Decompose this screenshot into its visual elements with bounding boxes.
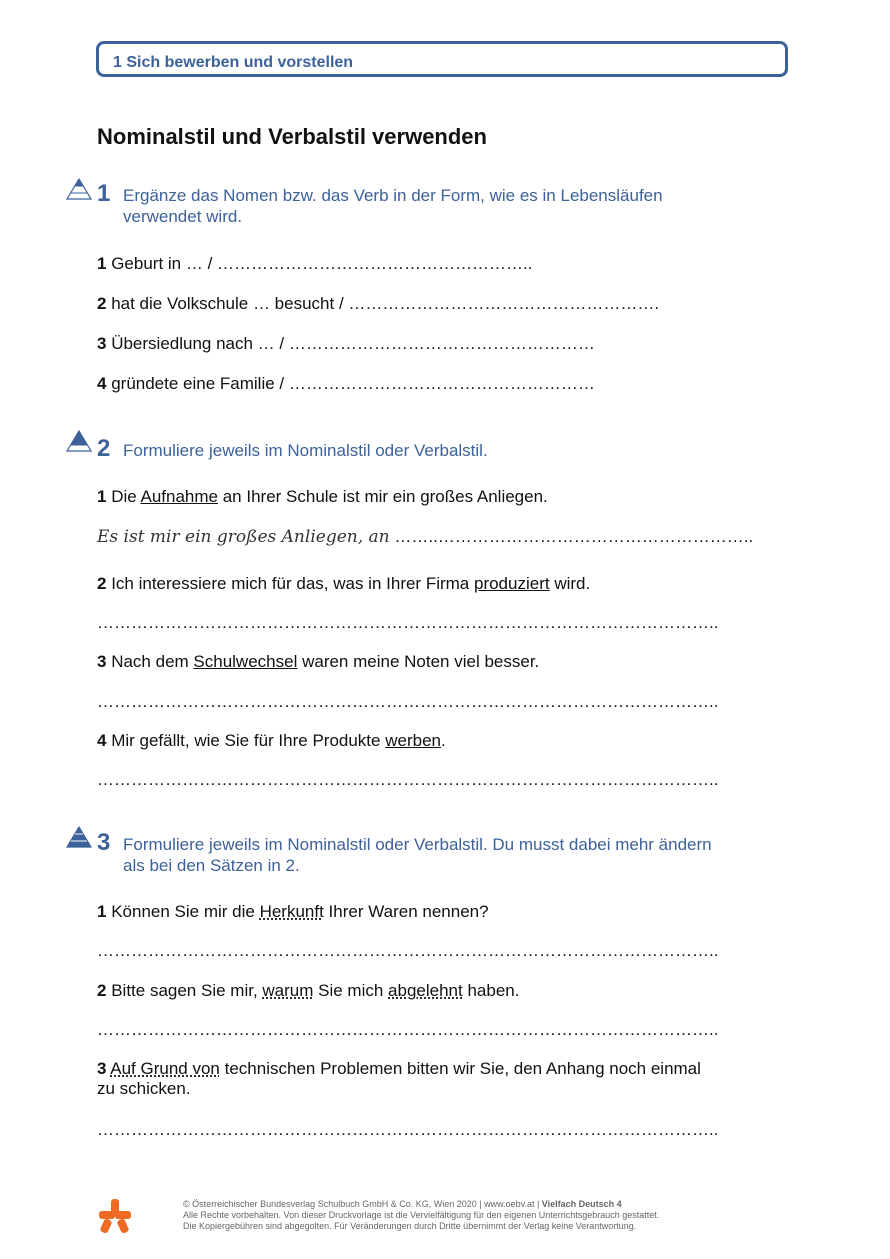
publisher-logo-icon <box>97 1197 133 1240</box>
exercise-number: 3 <box>97 829 111 856</box>
chapter-header-box <box>96 41 788 77</box>
exercise-item: 3 Auf Grund von technischen Problemen bitten wir Sie, den Anhang noch einmal <box>97 1059 701 1078</box>
answer-line[interactable]: ……………………………………………………………………………………………….. <box>97 1020 719 1039</box>
exercise-item: 2 Bitte sagen Sie mir, warum Sie mich abgelehnt haben. <box>97 981 520 1000</box>
exercise-item: 1 Können Sie mir die Herkunft Ihrer Waren nennen? <box>97 902 489 921</box>
page-title: Nominalstil und Verbalstil verwenden <box>97 124 487 149</box>
exercise-instruction: Formuliere jeweils im Nominalstil oder Verbalstil. <box>123 441 488 460</box>
exercise-instruction: Ergänze das Nomen bzw. das Verb in der Form, wie es in Lebensläufen verwendet wird. <box>123 186 663 226</box>
exercise-item: 3 Übersiedlung nach … / ……………………………………………… <box>97 334 595 353</box>
answer-line[interactable]: ……………………………………………………………………………………………….. <box>97 1120 719 1139</box>
example-answer: Es ist mir ein großes Anliegen, an ……..……………………………………………….. <box>97 527 754 547</box>
exercise-number: 2 <box>97 435 111 462</box>
exercise-item: 2 Ich interessiere mich für das, was in Ihrer Firma produziert wird. <box>97 574 591 593</box>
difficulty-level-2-icon <box>66 430 92 457</box>
chapter-header: 1 Sich bewerben und vorstellen <box>113 54 354 71</box>
exercise-item: 2 hat die Volkschule … besucht / ………………………………………………. <box>97 294 660 313</box>
exercise-item-continuation: zu schicken. <box>97 1079 191 1098</box>
exercise-number: 1 <box>97 180 111 207</box>
exercise-item: 1 Geburt in … / ……………………………………………….. <box>97 254 533 273</box>
footer-copyright: © Österreichischer Bundesverlag Schulbuch GmbH & Co. KG, Wien 2020 | www.oebv.at | Vielfach Deutsch 4 Alle Rechte vorbehalten. Von dieser Druckvorlage ist die Vervielfältigung für den eigenen Unterrichtsgebrauch gestattet. Die Kopiergebühren sind abgegolten. Für Veränderungen durch Dritte übernimmt der Verlag keine Verantwortung. <box>183 1199 660 1231</box>
exercise-instruction: Formuliere jeweils im Nominalstil oder Verbalstil. Du musst dabei mehr ändern als bei den Sätzen in 2. <box>123 835 712 875</box>
exercise-item: 3 Nach dem Schulwechsel waren meine Noten viel besser. <box>97 652 540 671</box>
answer-line[interactable]: ……………………………………………………………………………………………….. <box>97 941 719 960</box>
exercise-item: 4 Mir gefällt, wie Sie für Ihre Produkte werben. <box>97 731 446 750</box>
answer-line[interactable]: ……………………………………………………………………………………………….. <box>97 692 719 711</box>
answer-line[interactable]: ……………………………………………………………………………………………….. <box>97 613 719 632</box>
difficulty-level-3-icon <box>66 826 92 853</box>
answer-line[interactable]: ……………………………………………………………………………………………….. <box>97 770 719 789</box>
difficulty-level-1-icon <box>66 178 92 205</box>
exercise-item: 4 gründete eine Familie / ……………………………………………… <box>97 374 595 393</box>
exercise-item: 1 Die Aufnahme an Ihrer Schule ist mir ein großes Anliegen. <box>97 487 548 506</box>
